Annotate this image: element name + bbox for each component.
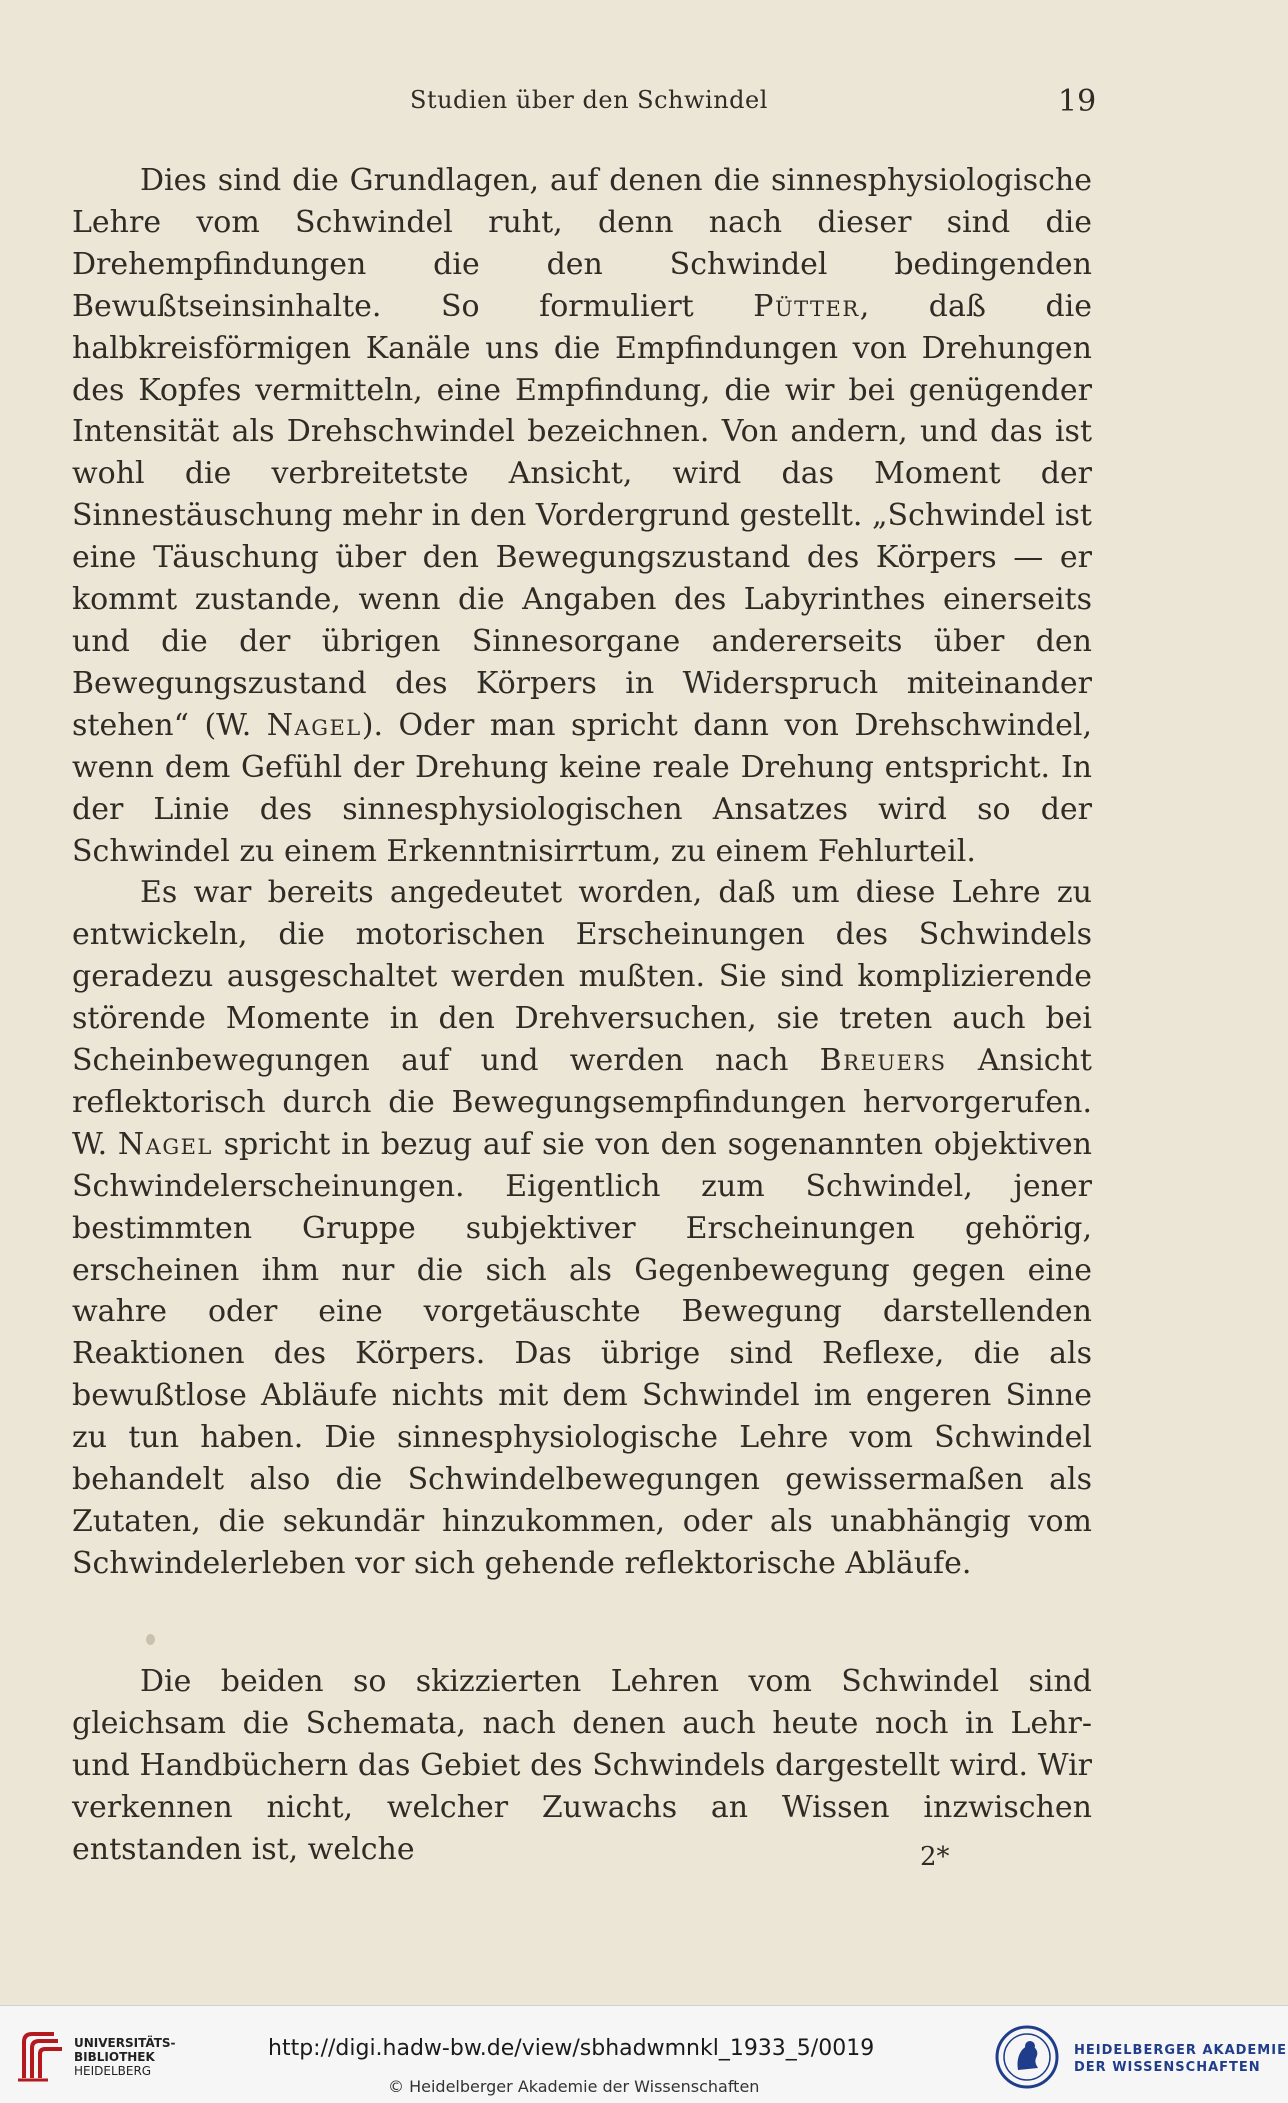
copyright-notice: © Heidelberger Akademie der Wissenschaften xyxy=(388,2077,760,2096)
paragraph-2 xyxy=(72,872,1092,1584)
paper-spot xyxy=(146,1634,155,1645)
library-line-3: HEIDELBERG xyxy=(74,2064,152,2078)
author-name-breuers: Breuers xyxy=(819,1043,947,1079)
paragraph-2-text-c: spricht in bezug auf sie von den sogenannten objektiven Schwindelerscheinungen. Eigentlich zum Schwindel, jener bestimmten Gruppe subjektiver Erscheinungen gehörig, erscheinen ihm nur die sich als Gegenbewegung gegen eine wahre oder eine vorgetäuschte Bewegung darstellenden Reaktionen des Körpers. Das übrige sind Reflexe, die als bewußtlose Abläufe nichts mit dem Schwindel im engeren Sinne zu tun haben. Die sinnesphysiologische Lehre vom Schwindel behandelt also die Schwindelbewegungen gewissermaßen als Zutaten, die sekundär hinzukommen, oder als unabhängig vom Schwindelerleben vor sich gehende reflektorische Abläufe. xyxy=(72,1126,1092,1581)
library-line-2: BIBLIOTHEK xyxy=(74,2050,155,2064)
paragraph-3: Die beiden so skizzierten Lehren vom Schwindel sind gleichsam die Schemata, nach denen auch heute noch in Lehr- und Handbüchern das Gebiet des Schwindels dargestellt wird. Wir verkennen nicht, welcher Zuwachs an Wissen inzwischen entstanden ist, welche xyxy=(72,1664,1092,1867)
paragraph-2-text-a: Es war bereits angedeutet worden, daß um diese Lehre zu entwickeln, die motorischen Erscheinungen des Schwindels geradezu ausgeschaltet werden mußten. Sie sind komplizierende störende Momente in den Drehversuchen, sie treten auch bei Scheinbewegungen auf und werden nach xyxy=(72,875,1092,1079)
author-name-nagel: Nagel xyxy=(266,707,362,743)
running-title: Studien über den Schwindel xyxy=(410,86,768,114)
text-block-section xyxy=(72,1661,1092,1871)
author-name-nagel-2: Nagel xyxy=(117,1126,213,1162)
permalink-url[interactable]: http://digi.hadw-bw.de/view/sbhadwmnkl_1933_5/0019 xyxy=(268,2036,875,2061)
running-head xyxy=(0,86,1288,126)
page-number: 19 xyxy=(1058,84,1097,119)
paragraph-1-text-c: ). Oder man spricht dann von Drehschwindel, wenn dem Gefühl der Drehung keine reale Drehung entspricht. In der Linie des sinnesphysiologischen Ansatzes wird so der Schwindel zu einem Erkenntnisirrtum, zu einem Fehlurteil. xyxy=(72,707,1093,869)
paragraph-1-text-a: Dies sind die Grundlagen, auf denen die sinnesphysiologische Lehre vom Schwindel ruht, denn nach dieser sind die Drehempfindungen die den Schwindel bedingenden Bewußtseinsinhalte. So formuliert xyxy=(72,163,1092,324)
footer-bar xyxy=(0,2005,1288,2103)
author-name-puetter: Pütter xyxy=(753,288,860,324)
university-library-logo-icon[interactable] xyxy=(14,2028,64,2084)
signature-mark: 2* xyxy=(920,1842,950,1872)
academy-seal-icon[interactable] xyxy=(994,2024,1060,2090)
university-library-name xyxy=(74,2036,176,2078)
text-block-main xyxy=(72,160,1092,1585)
paragraph-1 xyxy=(72,160,1092,872)
paragraph-1-text-b: , daß die halbkreisförmigen Kanäle uns die Empfindungen von Drehungen des Kopfes vermitteln, eine Empfindung, die wir bei genügender Intensität als Drehschwindel bezeichnen. Von andern, und das ist wohl die verbreitetste Ansicht, wird das Moment der Sinnestäuschung mehr in den Vordergrund gestellt. „Schwindel ist eine Täuschung über den Bewegungszustand des Körpers — er kommt zustande, wenn die Angaben des Labyrinthes einerseits und die der übrigen Sinnesorgane andererseits über den Bewegungszustand des Körpers in Widerspruch miteinander stehen“ (W. xyxy=(72,288,1092,743)
academy-name xyxy=(1074,2042,1287,2076)
academy-line-1: HEIDELBERGER AKADEMIE xyxy=(1074,2043,1287,2058)
academy-line-2: DER WISSENSCHAFTEN xyxy=(1074,2060,1261,2075)
paragraph-2-text-b: Ansicht reflektorisch durch die Bewegungsempfindungen hervorgerufen. W. xyxy=(72,1043,1092,1162)
library-line-1: UNIVERSITÄTS- xyxy=(74,2036,176,2050)
